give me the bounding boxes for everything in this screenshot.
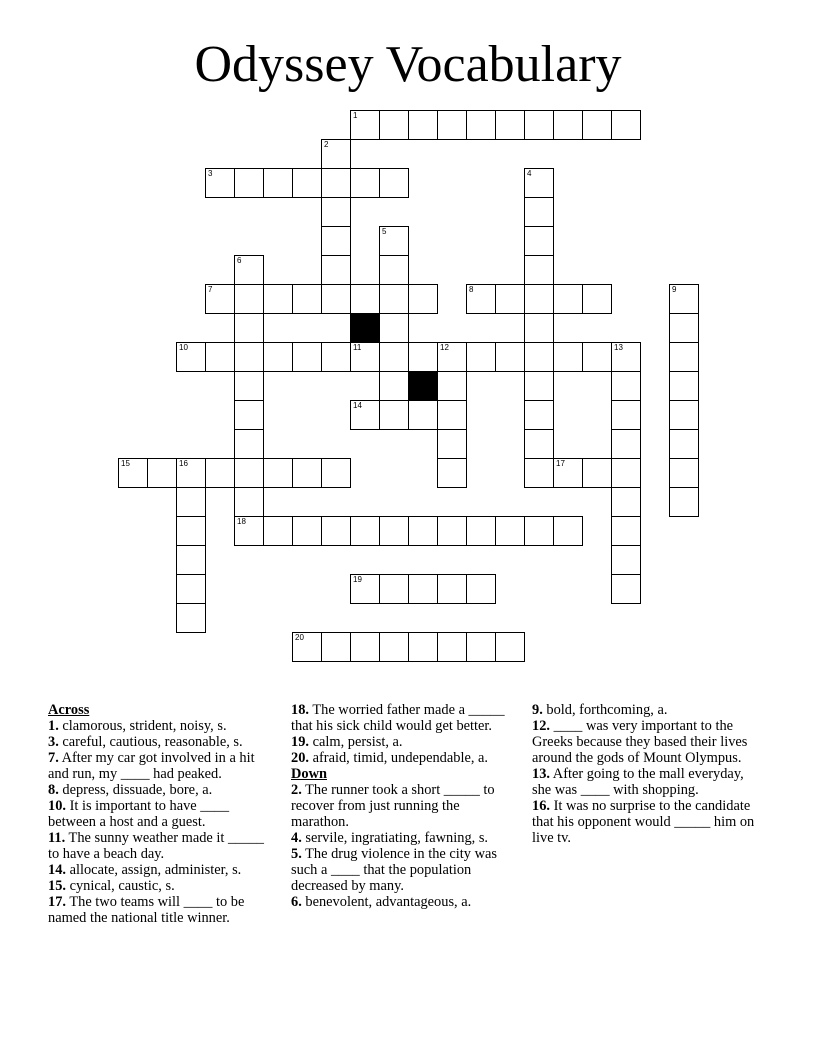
grid-cell[interactable] [205,342,235,372]
clue-text: calm, persist, a. [309,734,403,750]
grid-cell[interactable] [350,400,380,430]
grid-cell[interactable] [466,110,496,140]
clue-item [291,782,519,830]
grid-cell[interactable] [466,574,496,604]
grid-cell[interactable] [205,168,235,198]
clue-number-label: 19 [353,575,362,584]
grid-cell[interactable] [495,342,525,372]
clue-number: 14. [48,862,66,878]
grid-cell[interactable] [495,632,525,662]
grid-cell[interactable] [437,574,467,604]
clue-number: 10. [48,798,66,814]
grid-cell[interactable] [263,458,293,488]
clue-item [48,798,273,830]
grid-cell[interactable] [524,313,554,343]
clue-text: depress, dissuade, bore, a. [58,782,213,798]
clue-number-label: 17 [556,459,565,468]
grid-cell[interactable] [408,284,438,314]
clue-item [48,894,273,926]
clue-item [291,734,519,750]
clue-item [48,782,273,798]
grid-cell[interactable] [611,574,641,604]
grid-cell[interactable] [292,516,322,546]
clue-item [532,702,764,718]
clue-number-label: 13 [614,343,623,352]
grid-cell[interactable] [321,139,351,169]
clues-column-2 [291,702,519,910]
clue-item [48,878,273,894]
grid-cell[interactable] [524,342,554,372]
grid-cell[interactable] [466,516,496,546]
grid-cell[interactable] [234,458,264,488]
grid-cell[interactable] [669,400,699,430]
grid-cell[interactable] [524,400,554,430]
grid-cell[interactable] [379,110,409,140]
grid-cell[interactable] [495,110,525,140]
grid-cell[interactable] [321,226,351,256]
clue-number: 13. [532,766,550,782]
clue-number-label: 8 [469,285,474,294]
clue-text: After going to the mall everyday, she was ____ with shopping. [532,766,744,798]
grid-cell[interactable] [582,110,612,140]
grid-cell[interactable] [292,284,322,314]
grid-cell[interactable] [350,110,380,140]
grid-cell[interactable] [292,342,322,372]
clue-number: 15. [48,878,66,894]
grid-cell[interactable] [437,342,467,372]
grid-cell[interactable] [234,400,264,430]
clue-item [291,894,519,910]
grid-cell[interactable] [669,429,699,459]
clue-number-label: 3 [208,169,213,178]
grid-cell[interactable] [234,342,264,372]
clue-text: clamorous, strident, noisy, s. [58,718,227,734]
grid-cell[interactable] [176,487,206,517]
grid-cell[interactable] [234,255,264,285]
clue-number: 8. [48,782,59,798]
clue-item [532,798,764,846]
grid-cell[interactable] [350,574,380,604]
grid-cell[interactable] [292,458,322,488]
clue-text: The runner took a short _____ to recover from just running the marathon. [291,782,495,830]
clue-item [48,862,273,878]
grid-cell[interactable] [379,574,409,604]
grid-cell[interactable] [321,516,351,546]
grid-cell[interactable] [524,226,554,256]
grid-cell[interactable] [321,342,351,372]
grid-cell[interactable] [321,168,351,198]
grid-cell[interactable] [582,458,612,488]
grid-cell[interactable] [379,313,409,343]
grid-cell[interactable] [553,516,583,546]
clue-number-label: 6 [237,256,242,265]
grid-cell[interactable] [292,168,322,198]
clue-number-label: 1 [353,111,358,120]
clue-item [48,718,273,734]
grid-cell[interactable] [205,458,235,488]
clue-item [48,734,273,750]
grid-cell[interactable] [524,516,554,546]
clue-number: 9. [532,702,543,718]
grid-cell[interactable] [437,400,467,430]
clue-text: cynical, caustic, s. [66,878,175,894]
grid-cell[interactable] [408,574,438,604]
grid-cell[interactable] [466,342,496,372]
grid-cell[interactable] [321,197,351,227]
clue-number: 12. [532,718,550,734]
grid-cell[interactable] [495,284,525,314]
down-header: Down [291,766,327,782]
clue-item [532,718,764,766]
grid-cell[interactable] [263,168,293,198]
grid-cell[interactable] [234,429,264,459]
grid-cell[interactable] [437,371,467,401]
clue-number-label: 9 [672,285,677,294]
clue-number-label: 11 [353,343,362,352]
grid-cell[interactable] [669,284,699,314]
grid-cell[interactable] [379,516,409,546]
grid-cell[interactable] [176,516,206,546]
grid-cell[interactable] [379,226,409,256]
grid-cell[interactable] [321,284,351,314]
clue-number: 6. [291,894,302,910]
grid-cell[interactable] [379,400,409,430]
clue-text: It was no surprise to the candidate that his opponent would _____ him on live tv. [532,798,755,846]
clue-number: 20. [291,750,309,766]
clue-number: 11. [48,830,66,846]
clue-item [48,830,273,862]
grid-cell[interactable] [524,458,554,488]
grid-cell[interactable] [437,632,467,662]
clues-column-3 [532,702,764,846]
clue-number: 1. [48,718,59,734]
clue-item [291,830,519,846]
grid-cell[interactable] [118,458,148,488]
grid-cell[interactable] [669,313,699,343]
grid-cell[interactable] [466,632,496,662]
grid-cell[interactable] [379,632,409,662]
grid-cell[interactable] [379,284,409,314]
grid-cell[interactable] [524,284,554,314]
clue-number-label: 16 [179,459,188,468]
clue-text: careful, cautious, reasonable, s. [58,734,243,750]
clue-number: 18. [291,702,309,718]
grid-cell[interactable] [350,632,380,662]
grid-cell[interactable] [553,284,583,314]
grid-cell[interactable] [437,110,467,140]
clue-text: benevolent, advantageous, a. [301,894,472,910]
grid-cell[interactable] [669,342,699,372]
clue-item [291,702,519,734]
clue-text: After my car got involved in a hit and run, my ____ had peaked. [48,750,255,782]
grid-cell[interactable] [234,516,264,546]
clue-text: allocate, assign, administer, s. [66,862,242,878]
grid-cell[interactable] [611,429,641,459]
clue-item [48,750,273,782]
clue-number: 5. [291,846,302,862]
grid-cell[interactable] [176,603,206,633]
clue-number: 17. [48,894,66,910]
grid-cell-black [350,313,380,343]
grid-cell[interactable] [669,458,699,488]
grid-cell[interactable] [350,516,380,546]
grid-cell[interactable] [292,632,322,662]
clue-number-label: 5 [382,227,387,236]
grid-cell[interactable] [553,110,583,140]
grid-cell[interactable] [321,458,351,488]
grid-cell[interactable] [147,458,177,488]
grid-cell[interactable] [205,284,235,314]
clue-number: 19. [291,734,309,750]
clue-number-label: 7 [208,285,213,294]
grid-cell[interactable] [437,429,467,459]
clue-number: 16. [532,798,550,814]
clue-item [532,766,764,798]
grid-cell[interactable] [350,284,380,314]
grid-cell[interactable] [524,197,554,227]
clue-item [291,846,519,894]
grid-cell[interactable] [263,284,293,314]
grid-cell[interactable] [495,516,525,546]
grid-cell[interactable] [350,168,380,198]
clue-number: 7. [48,750,59,766]
grid-cell[interactable] [263,516,293,546]
puzzle-title: Odyssey Vocabulary [194,36,622,93]
grid-cell[interactable] [321,255,351,285]
clue-text: afraid, timid, undependable, a. [309,750,489,766]
clue-text: bold, forthcoming, a. [542,702,668,718]
grid-cell[interactable] [408,110,438,140]
grid-cell[interactable] [408,516,438,546]
grid-cell[interactable] [176,574,206,604]
grid-cell[interactable] [234,168,264,198]
grid-cell[interactable] [234,313,264,343]
clue-text: ____ was very important to the Greeks because they based their lives around the gods of Mount Olympus. [532,718,748,766]
grid-cell[interactable] [176,458,206,488]
grid-cell[interactable] [379,168,409,198]
grid-cell[interactable] [234,284,264,314]
grid-cell[interactable] [524,429,554,459]
grid-cell[interactable] [582,284,612,314]
clue-text: The two teams will ____ to be named the national title winner. [48,894,245,926]
grid-cell[interactable] [379,342,409,372]
grid-cell[interactable] [524,168,554,198]
grid-cell[interactable] [408,400,438,430]
grid-cell[interactable] [611,487,641,517]
grid-cell[interactable] [437,458,467,488]
clue-text: servile, ingratiating, fawning, s. [301,830,489,846]
grid-cell[interactable] [350,342,380,372]
grid-cell[interactable] [524,255,554,285]
clue-text: The worried father made a _____ that his sick child would get better. [291,702,505,734]
grid-cell[interactable] [379,371,409,401]
across-header: Across [48,702,90,718]
clue-text: The drug violence in the city was such a ____ that the population decreased by many. [291,846,497,894]
clue-number-label: 2 [324,140,329,149]
grid-cell[interactable] [611,516,641,546]
clues-column-1 [48,702,273,926]
grid-cell[interactable] [437,516,467,546]
grid-cell[interactable] [176,342,206,372]
grid-cell[interactable] [176,545,206,575]
clue-number-label: 18 [237,517,246,526]
grid-cell[interactable] [553,458,583,488]
grid-cell[interactable] [234,371,264,401]
grid-cell[interactable] [611,458,641,488]
grid-cell[interactable] [611,400,641,430]
clue-text: It is important to have ____ between a host and a guest. [48,798,230,830]
clue-number-label: 20 [295,633,304,642]
grid-cell-black [408,371,438,401]
grid-cell[interactable] [553,342,583,372]
grid-cell[interactable] [611,342,641,372]
clue-number-label: 15 [121,459,130,468]
clue-number-label: 4 [527,169,532,178]
grid-cell[interactable] [669,487,699,517]
grid-cell[interactable] [611,545,641,575]
grid-cell[interactable] [466,284,496,314]
grid-cell[interactable] [263,342,293,372]
clue-number: 3. [48,734,59,750]
grid-cell[interactable] [408,342,438,372]
grid-cell[interactable] [379,255,409,285]
clue-number: 2. [291,782,302,798]
grid-cell[interactable] [582,342,612,372]
grid-cell[interactable] [234,487,264,517]
grid-cell[interactable] [321,632,351,662]
grid-cell[interactable] [611,110,641,140]
grid-cell[interactable] [669,371,699,401]
grid-cell[interactable] [524,110,554,140]
clue-number: 4. [291,830,302,846]
clue-number-label: 10 [179,343,188,352]
grid-cell[interactable] [524,371,554,401]
clue-text: The sunny weather made it _____ to have a beach day. [48,830,264,862]
clue-number-label: 14 [353,401,362,410]
grid-cell[interactable] [408,632,438,662]
grid-cell[interactable] [611,371,641,401]
clue-item [291,750,519,766]
clue-number-label: 12 [440,343,449,352]
